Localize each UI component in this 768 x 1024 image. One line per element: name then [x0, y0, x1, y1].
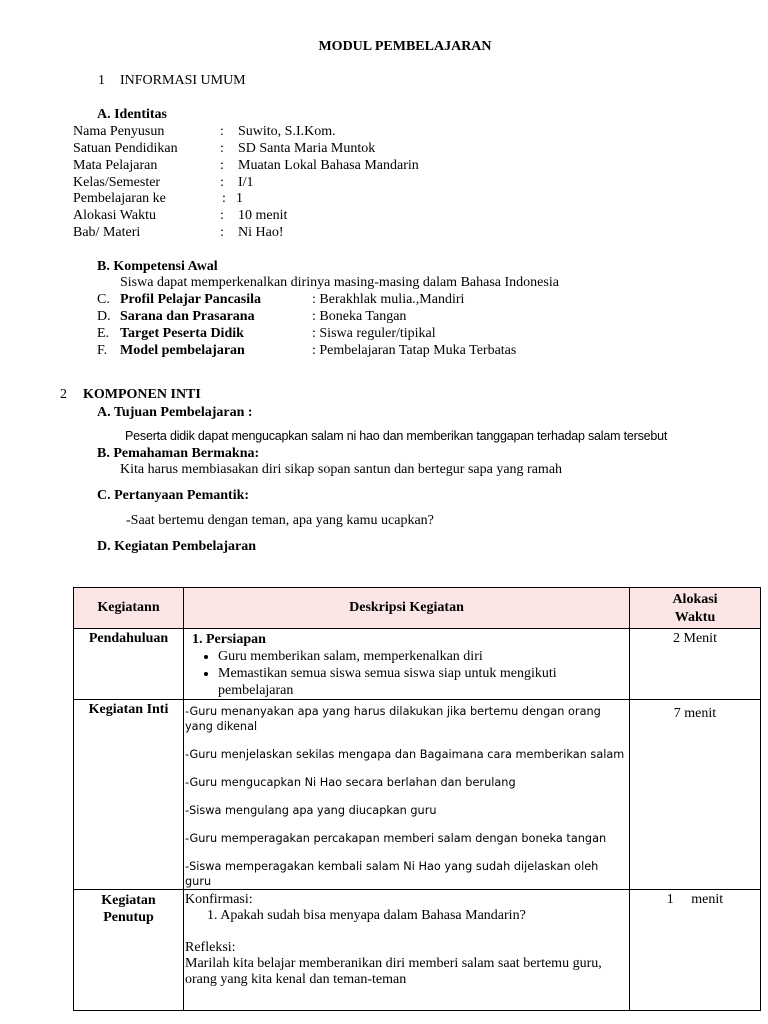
list-item: • Guru memberikan salam, memperkenalkan diri [218, 648, 625, 665]
identitas-label: Nama Penyusun [73, 124, 165, 139]
header-kegiatan: Kegiatann [74, 588, 184, 629]
section-1-number: 1 [98, 73, 105, 88]
item-letter: C. [97, 292, 110, 307]
colon: : [220, 158, 224, 173]
item-label: Sarana dan Prasarana [120, 309, 255, 324]
header-deskripsi: Deskripsi Kegiatan [184, 588, 630, 629]
inti-line: -Siswa memperagakan kembali salam Ni Hao yang sudah dijelaskan oleh guru [185, 860, 599, 888]
item-letter: E. [97, 326, 110, 341]
section-2-number: 2 [60, 387, 67, 402]
pertanyaan-text: -Saat bertemu dengan teman, apa yang kamu ucapkan? [126, 513, 434, 528]
identitas-value: Suwito, S.I.Kom. [238, 124, 336, 139]
colon: : [220, 175, 224, 190]
penutup-question: 1. Apakah sudah bisa menyapa dalam Bahasa Mandarin? [207, 908, 526, 923]
identitas-label: Alokasi Waktu [73, 208, 156, 223]
inti-line: -Guru mengucapkan Ni Hao secara berlahan dan berulang [185, 776, 516, 789]
item-letter: F. [97, 343, 108, 358]
item-value: : Boneka Tangan [312, 309, 407, 324]
header-alokasi [630, 588, 761, 629]
table-header-row [74, 588, 761, 629]
header-alokasi-line1: Alokasi [672, 591, 718, 607]
identitas-label: Satuan Pendidikan [73, 141, 178, 156]
identitas-value: SD Santa Maria Muntok [238, 141, 376, 156]
row-pendahuluan-desc [184, 629, 630, 700]
identitas-label: Kelas/Semester [73, 175, 161, 190]
pendahuluan-step: 1. Persiapan [192, 632, 266, 647]
identitas-label: Bab/ Materi [73, 225, 141, 240]
row-pendahuluan-time: 2 Menit [630, 629, 761, 700]
colon: : [220, 225, 224, 240]
row-inti-name: Kegiatan Inti [74, 700, 184, 890]
row-inti-time: 7 menit [630, 700, 761, 890]
row-pendahuluan-name: Pendahuluan [74, 629, 184, 700]
tujuan-text: Peserta didik dapat mengucapkan salam ni hao dan memberikan tanggapan terhadap salam tersebut [125, 429, 668, 443]
item-label: Profil Pelajar Pancasila [120, 292, 262, 307]
pendahuluan-bullets [188, 648, 625, 699]
item-label: Target Peserta Didik [120, 326, 244, 341]
page-title: MODUL PEMBELAJARAN [318, 39, 492, 54]
penutup-konfirmasi: Konfirmasi: [185, 892, 253, 907]
kegiatan-heading: D. Kegiatan Pembelajaran [97, 539, 257, 554]
table-row [74, 629, 761, 700]
inti-line: -Guru menanyakan apa yang harus dilakukan jika bertemu dengan orang yang dikenal [185, 705, 601, 733]
kegiatan-table [73, 587, 761, 1011]
penutup-name-line1: Kegiatan [101, 893, 156, 908]
kompetensi-heading: B. Kompetensi Awal [97, 259, 218, 274]
section-1-label: INFORMASI UMUM [120, 73, 246, 88]
colon: : [220, 124, 224, 139]
pemahaman-text: Kita harus membiasakan diri sikap sopan santun dan bertegur sapa yang ramah [120, 462, 563, 477]
identitas-label: Mata Pelajaran [73, 158, 158, 173]
colon: : [220, 208, 224, 223]
row-penutup-time: 1 menit [630, 890, 761, 1011]
pertanyaan-heading: C. Pertanyaan Pemantik: [97, 488, 250, 503]
row-penutup-name [74, 890, 184, 1011]
identitas-value: 10 menit [238, 208, 288, 223]
kompetensi-text: Siswa dapat memperkenalkan dirinya masing-masing dalam Bahasa Indonesia [120, 275, 559, 290]
inti-line: -Siswa mengulang apa yang diucapkan guru [185, 804, 437, 817]
colon: : [222, 191, 226, 206]
identitas-value: Muatan Lokal Bahasa Mandarin [238, 158, 419, 173]
section-2-label: KOMPONEN INTI [83, 387, 201, 402]
penutup-refleksi: Refleksi: [185, 940, 236, 955]
item-value: : Pembelajaran Tatap Muka Terbatas [312, 343, 517, 358]
item-label: Model pembelajaran [120, 343, 245, 358]
colon: : [220, 141, 224, 156]
identitas-value: Ni Hao! [238, 225, 284, 240]
table-row [74, 890, 761, 1011]
penutup-name-line2: Penutup [103, 910, 154, 925]
table-row [74, 700, 761, 890]
identitas-label: Pembelajaran ke [73, 191, 166, 206]
item-value: : Siswa reguler/tipikal [312, 326, 436, 341]
identitas-heading: A. Identitas [97, 107, 168, 122]
row-penutup-desc [184, 890, 630, 1011]
identitas-value: 1 [236, 191, 243, 206]
identitas-value: I/1 [238, 175, 254, 190]
tujuan-heading: A. Tujuan Pembelajaran : [97, 405, 253, 420]
penutup-refleksi-text: Marilah kita belajar memberanikan diri memberi salam saat bertemu guru, orang yang kita kenal dan teman-teman [185, 956, 602, 987]
inti-line: -Guru menjelaskan sekilas mengapa dan Bagaimana cara memberikan salam [185, 748, 625, 761]
header-alokasi-line2: Waktu [674, 609, 716, 625]
row-inti-desc [184, 700, 630, 890]
list-item: • Memastikan semua siswa semua siswa siap untuk mengikuti pembelajaran [218, 665, 625, 699]
item-letter: D. [97, 309, 111, 324]
inti-line: -Guru memperagakan percakapan memberi salam dengan boneka tangan [185, 832, 607, 845]
item-value: : Berakhlak mulia.,Mandiri [312, 292, 465, 307]
pemahaman-heading: B. Pemahaman Bermakna: [97, 446, 260, 461]
